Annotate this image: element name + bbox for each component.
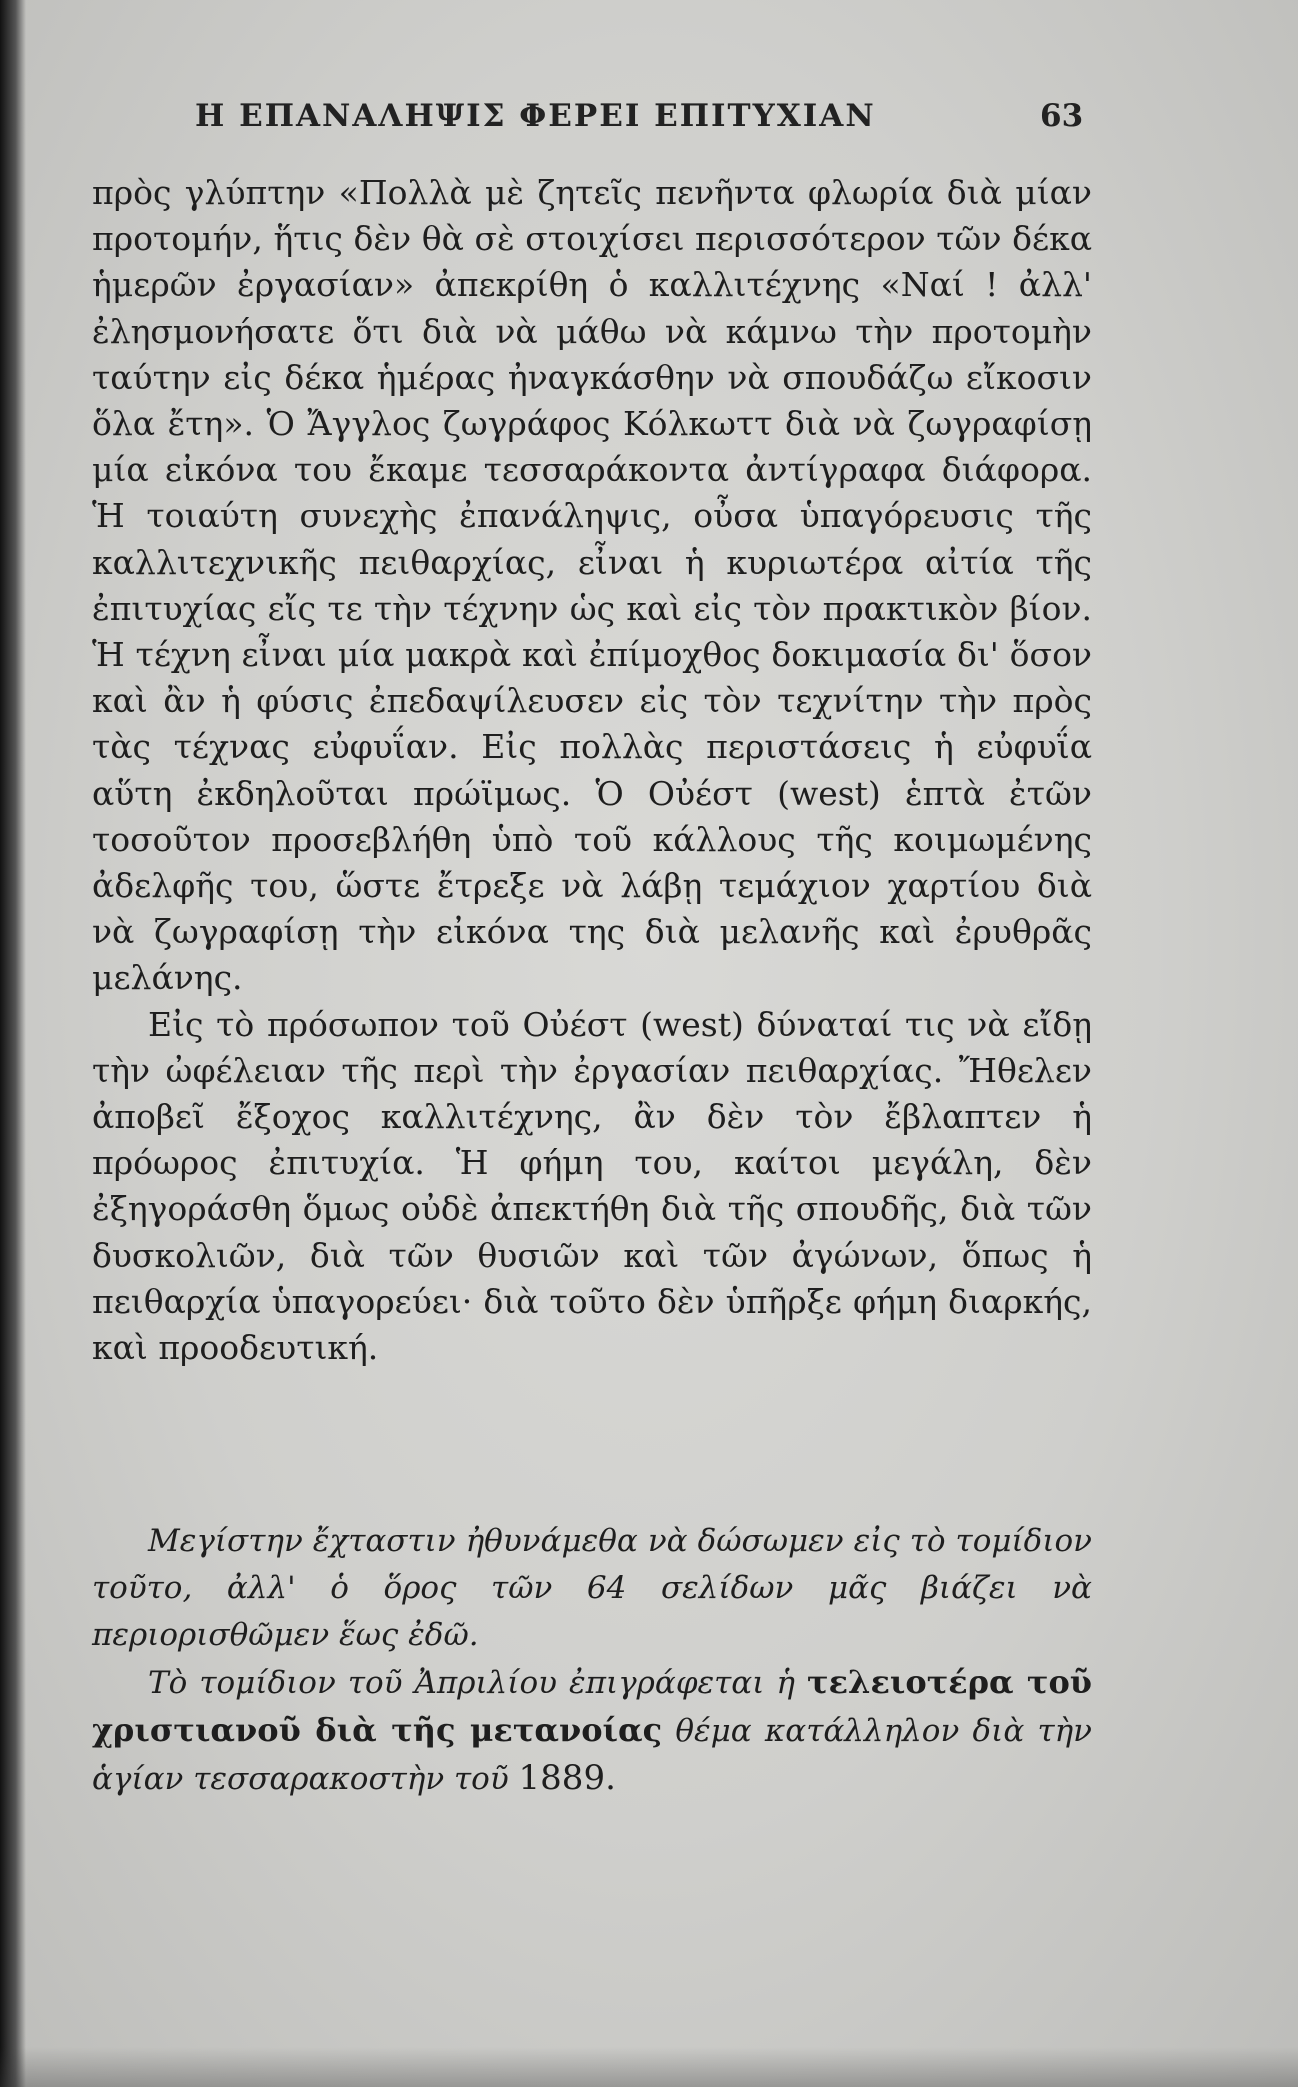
note-paragraph-1: Μεγίστην ἔχταστιν ἠθυνάμεθα νὰ δώσωμεν εἰς τὸ τομίδιον τοῦτο, ἀλλ' ὁ ὅρος τῶν 64 σελίδων μᾶς βιάζει νὰ περιορισθῶμεν ἕως ἐδῶ. [92, 1523, 1092, 1653]
note-announcement-mid: θέμα κατάλληλον διὰ τὴν ἁγίαν τεσσαρακοστὴν τοῦ [92, 1713, 1093, 1797]
paragraph-1: πρὸς γλύπτην «Πολλὰ μὲ ζητεῖς πενῆντα φλωρία διὰ μίαν προτομήν, ἥτις δὲν θὰ σὲ στοιχίσει περισσότερον τῶν δέκα ἡμερῶν ἐργασίαν» ἀπεκρίθη ὁ καλλιτέχνης «Ναί ! ἀλλ' ἐλησμονήσατε ὅτι διὰ νὰ μάθω νὰ κάμνω τὴν προτομὴν ταύτην εἰς δέκα ἡμέρας ἠναγκάσθην νὰ σπουδάζω εἴκοσιν ὅλα ἔτη». Ὁ Ἄγγλος ζωγράφος Κόλκωττ διὰ νὰ ζωγραφίσῃ μία εἰκόνα του ἔκαμε τεσσαράκοντα ἀντίγραφα διάφορα. Ἡ τοιαύτη συνεχὴς ἐπανάληψις, οὖσα ὑπαγόρευσις τῆς καλλιτεχνικῆς πειθαρχίας, εἶναι ἡ κυριωτέρα αἰτία τῆς ἐπιτυχίας εἴς τε τὴν τέχνην ὡς καὶ εἰς τὸν πρακτικὸν βίον. Ἡ τέχνη εἶναι μία μακρὰ καὶ ἐπίμοχθος δοκιμασία δι' ὅσον καὶ ἂν ἡ φύσις ἐπεδαψίλευσεν εἰς τὸν τεχνίτην τὴν πρὸς τὰς τέχνας εὐφυΐαν. Εἰς πολλὰς περιστάσεις ἡ εὐφυΐα αὕτη ἐκδηλοῦται πρώϊμως. Ὁ Οὐέστ (west) ἑπτὰ ἐτῶν τοσοῦτον προσεβλήθη ὑπὸ τοῦ κάλλους τῆς κοιμωμένης ἀδελφῆς του, ὥστε ἔτρεξε νὰ λάβῃ τεμάχιον χαρτίου διὰ νὰ ζωγραφίσῃ τὴν εἰκόνα της διὰ μελανῆς καὶ ἐρυθρᾶς μελάνης. [92, 173, 1092, 998]
editor-note [92, 1518, 1092, 1803]
note-announcement-start: Τὸ τομίδιον τοῦ Ἀπριλίου ἐπιγράφεται ἡ [148, 1665, 795, 1701]
paragraph-2: Εἰς τὸ πρόσωπον τοῦ Οὐέστ (west) δύναταί τις νὰ εἴδῃ τὴν ὠφέλειαν τῆς περὶ τὴν ἐργασίαν πειθαρχίας. Ἤθελεν ἀποβεῖ ἔξοχος καλλιτέχνης, ἂν δὲν τὸν ἔβλαπτεν ἡ πρόωρος ἐπιτυχία. Ἡ φήμη του, καίτοι μεγάλη, δὲν ἐξηγοράσθη ὅμως οὐδὲ ἀπεκτήθη διὰ τῆς σπουδῆς, διὰ τῶν δυσκολιῶν, διὰ τῶν θυσιῶν καὶ τῶν ἀγώνων, ὅπως ἡ πειθαρχία ὑπαγορεύει· διὰ τοῦτο δὲν ὑπῆρξε φήμη διαρκής, καὶ προοδευτική. [92, 1004, 1092, 1368]
binding-shadow [0, 0, 26, 2087]
year: 1889. [518, 1758, 616, 1798]
running-title: Η ΕΠΑΝΑΛΗΨΙΣ ΦΕΡΕΙ ΕΠΙΤΥΧΙΑΝ [195, 98, 876, 134]
next-issue-title: τελειοτέρα τοῦ χριστιανοῦ διὰ τῆς μετανοίας [92, 1663, 1093, 1749]
main-text [92, 170, 1092, 1371]
page-bottom-shadow [0, 2047, 1298, 2087]
page-number: 63 [1040, 98, 1084, 134]
note-paragraph-2 [92, 1659, 1092, 1803]
